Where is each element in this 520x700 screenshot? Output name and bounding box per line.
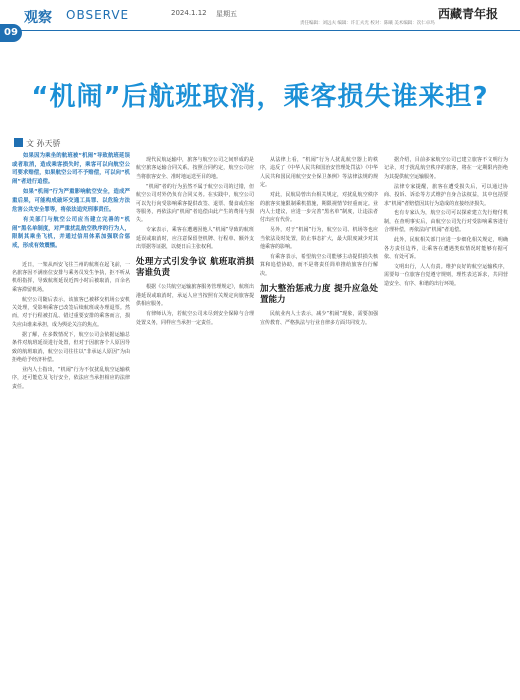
headline: “机闹”后航班取消，乘客损失谁来担?: [31, 82, 489, 112]
lead-summary: [12, 152, 130, 251]
body-paragraph: 有乘客表示，希望航空公司能够主动提供损失核算和追偿协助，而不是将责任简单推给旅客自行解决。: [260, 253, 378, 277]
section-title-en: OBSERVE: [66, 8, 130, 22]
body-paragraph: 据了解，在多数情况下，航空公司会依据运输总条件对航班延误进行处置，但对于因旅客个人原因导致的航班取消，航空公司往往以“非承运人原因”为由拒绝给予经济补偿。: [12, 331, 130, 363]
column-4: [384, 156, 508, 290]
subheading-2: 加大整治惩戒力度 提升应急处置能力: [260, 284, 378, 306]
body-paragraph: 航空公司随后表示，该旅客已被移交机场公安机关处理，受影响乘客已改签后续航班或办理退票。然而，对于行程被打乱、错过重要安排的乘客而言，损失应由谁来承担，成为舆论关注的焦点。: [12, 296, 130, 328]
body-paragraph: 业内人士指出，“机闹”行为不仅扰乱航空运输秩序，还可能危及飞行安全，依法应当承担相应的法律责任。: [12, 366, 130, 390]
column-1: [12, 152, 130, 393]
section-title-cn: 观察: [24, 10, 52, 26]
body-paragraph: 民航业内人士表示，减少“机闹”现象，需要加强宣传教育、严格执法与行业自律多方面共同发力。: [260, 311, 378, 326]
weekday: 星期五: [216, 10, 237, 18]
column-2: [136, 156, 254, 329]
body-paragraph: 文明出行，人人有责。维护良好的航空运输秩序，需要每一位旅客自觉遵守规则，理性表达诉求，共同营造安全、有序、和谐的出行环境。: [384, 263, 508, 287]
byline: [14, 138, 61, 150]
body-paragraph: 另外，对于“机闹”行为，航空公司、机场等也应当依法及时处置，防止事态扩大，最大限度减少对其他乘客的影响。: [260, 227, 378, 251]
body-paragraph: 法律专家提醒，旅客在遭受损失后，可以通过协商、投诉、诉讼等方式维护自身合法权益，其中包括要求“机闹”者赔偿因其行为造成的直接经济损失。: [384, 183, 508, 207]
issue-date: 2024.1.12: [171, 9, 207, 17]
column-3: [260, 156, 378, 329]
body-paragraph: 近日，一架从西安飞往兰州的航班在起飞前，一名旅客因不满座位安排与乘务员发生争执，拒不听从机组指挥，导致航班延误近四小时后被取消，百余名乘客滞留机场。: [12, 261, 130, 293]
body-paragraph: 根据《公共航空运输旅客服务管理规定》，航班出港延误或取消时，承运人应当按照有关规定向旅客提供相应服务。: [136, 284, 254, 308]
body-paragraph: 从法律上看，“机闹”行为人扰乱航空器上的秩序，违反了《中华人民共和国治安管理处罚法》《中华人民共和国民用航空安全保卫条例》等法律法规的规定。: [260, 157, 378, 189]
editor-credits: 责任编辑：刘远夫 编辑：许汇夫光 校对：陈曦 美术编辑：次仁卓玛: [300, 21, 435, 26]
body-paragraph: 专家表示，乘客在遭遇因他人“机闹”导致的航班延误或取消时，应注意保留登机牌、行程单、额外支出票据等证据，以便日后主张权利。: [136, 227, 254, 251]
page-header: [0, 0, 520, 30]
lead-paragraph: 有关部门与航空公司应当建立完善的“机闹”黑名单制度，对严重扰乱航空秩序的行为人，限制其乘坐飞机，并通过信用体系加强联合惩戒，形成有效震慑。: [12, 217, 130, 249]
body-paragraph: “机闹”者的行为虽然不属于航空公司的过错，但航空公司对外仍负有合同义务。在实践中，航空公司可以先行向受影响乘客提供改签、退票、餐食或住宿等服务，再依法向“机闹”者追偿由此产生的费用与损失。: [136, 183, 254, 224]
newspaper-name: 西藏青年报: [437, 7, 498, 21]
header-rule: [0, 30, 520, 31]
body-paragraph: 有律师认为，若航空公司未尽到安全保障与合理处置义务，同样应当承担一定责任。: [136, 311, 254, 326]
body-paragraph: 据介绍，目前多家航空公司已建立旅客不文明行为记录，对于扰乱航空秩序的旅客，将在一定期限内拒绝为其提供航空运输服务。: [384, 157, 508, 180]
body-paragraph: 也有专家认为，航空公司可以探索建立先行赔付机制，在查明事实后，由航空公司先行对受影响乘客进行合理补偿，再依法向“机闹”者追偿。: [384, 210, 508, 234]
body-paragraph: 现代民航运输中，旅客与航空公司之间形成的是航空旅客运输合同关系。按照合同约定，航空公司应当将旅客安全、准时地运送至目的地。: [136, 157, 254, 180]
byline-marker-icon: [14, 138, 23, 147]
body-paragraph: 此外，民航相关部门应进一步细化相关规定，明确各方责任边界，让乘客在遭遇类似情况时能够有据可依、有处可诉。: [384, 237, 508, 260]
page-number: 09: [0, 24, 22, 42]
byline-text: 文 孙天骄: [26, 139, 61, 148]
lead-paragraph: 如果因为乘坐的航班被“机闹”导致航班延误或者取消，造成乘客损失时，乘客可以向航空公司要求赔偿，如果航空公司不予赔偿，可以向“机闹”者进行追偿。: [12, 153, 130, 185]
subheading-1: 处理方式引发争议 航班取消损害谁负责: [136, 257, 254, 279]
lead-paragraph: 如果“机闹”行为严重影响航空安全，造成严重后果，可能构成破坏交通工具罪、以危险方法危害公共安全罪等，将依法追究刑事责任。: [12, 189, 130, 213]
body-paragraph: 对此，民航局曾出台相关规定，对扰乱航空秩序的旅客实施限制乘机措施，期限视情节轻重而定。业内人士建议，应进一步完善“黑名单”制度，让违法者付出应有代价。: [260, 192, 378, 224]
